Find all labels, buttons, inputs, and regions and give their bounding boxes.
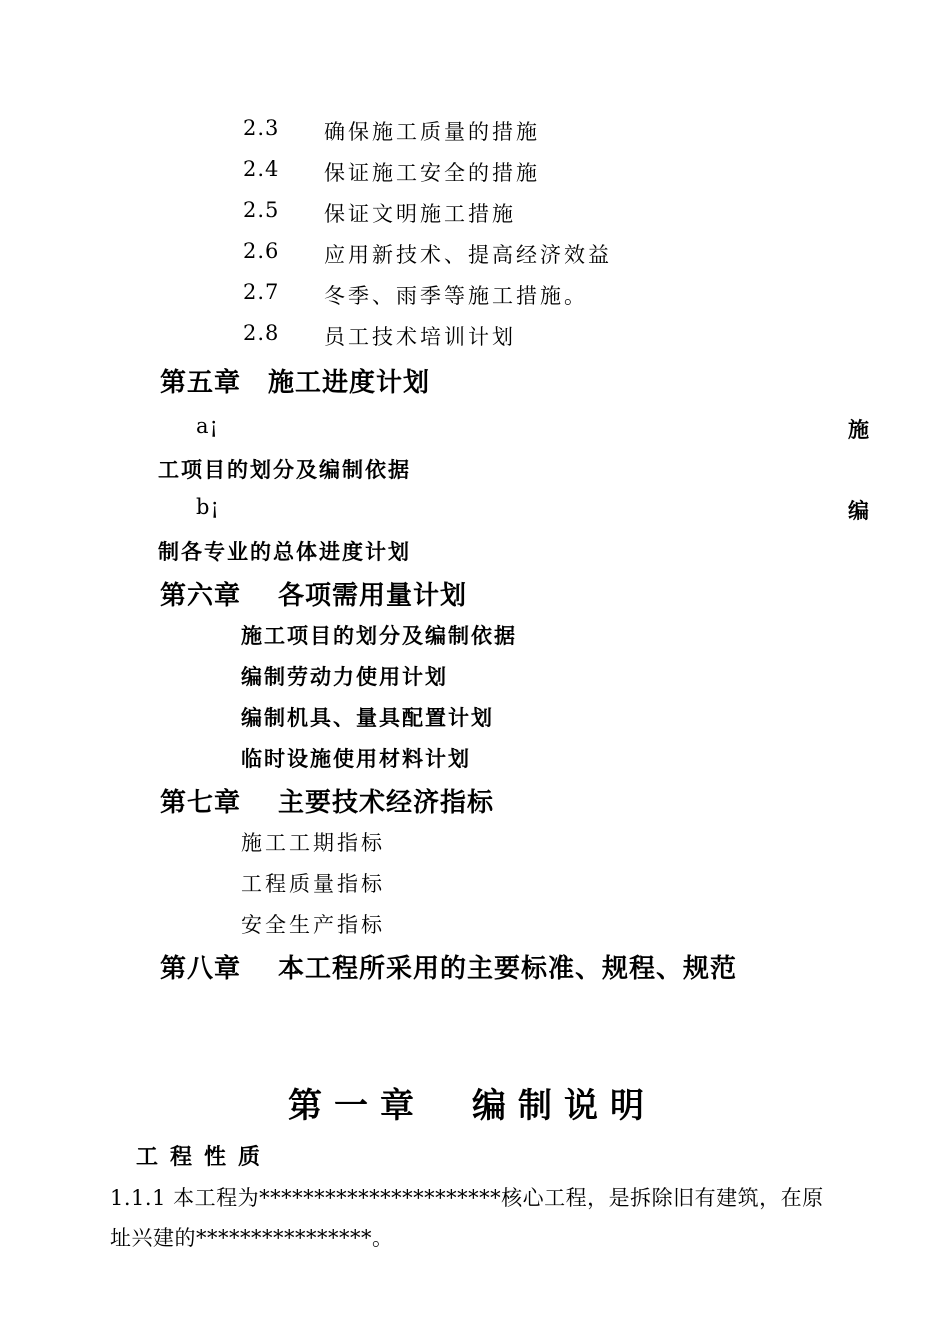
toc-item-title: 工程质量指标	[241, 872, 385, 896]
toc-chapter-heading: 第八章 本工程所采用的主要标准、规程、规范	[160, 954, 738, 984]
body-paragraph-line: 址兴建的****************。	[110, 1226, 394, 1250]
toc-chapter-heading: 第六章 各项需用量计划	[160, 581, 468, 611]
toc-item-title: 应用新技术、提高经济效益	[324, 243, 612, 267]
toc-item-number: 2.8	[243, 321, 280, 345]
toc-chapter-heading: 第七章 主要技术经济指标	[160, 788, 495, 818]
toc-item-number: 2.3	[243, 116, 280, 140]
toc-item-marker: a¡	[196, 414, 219, 438]
toc-item-title: 工项目的划分及编制依据	[158, 457, 411, 482]
toc-item-first-char: 编	[848, 498, 871, 523]
toc-item-title: 编制劳动力使用计划	[241, 664, 448, 689]
toc-item-title: 制各专业的总体进度计划	[158, 539, 411, 564]
toc-item-title: 安全生产指标	[241, 913, 385, 937]
toc-chapter-heading: 第五章 施工进度计划	[160, 368, 431, 398]
chapter-title: 第一章 编制说明	[288, 1086, 656, 1126]
toc-item-title: 临时设施使用材料计划	[241, 746, 471, 771]
toc-item-marker: b¡	[196, 495, 220, 519]
toc-item-title: 员工技术培训计划	[324, 325, 516, 349]
section-title: 工程性质	[136, 1144, 273, 1170]
toc-item-title: 保证施工安全的措施	[324, 161, 540, 185]
toc-item-number: 2.5	[243, 198, 280, 222]
toc-item-first-char: 施	[848, 417, 871, 442]
toc-item-title: 施工项目的划分及编制依据	[241, 623, 517, 648]
body-paragraph-line: 1.1.1 本工程为**********************核心工程，是拆除旧有建筑，在原	[110, 1186, 824, 1210]
toc-item-title: 确保施工质量的措施	[324, 120, 540, 144]
toc-item-number: 2.4	[243, 157, 280, 181]
toc-item-number: 2.6	[243, 239, 280, 263]
toc-item-title: 施工工期指标	[241, 831, 385, 855]
toc-item-title: 编制机具、量具配置计划	[241, 705, 494, 730]
toc-item-title: 保证文明施工措施	[324, 202, 516, 226]
toc-item-title: 冬季、雨季等施工措施。	[324, 284, 588, 308]
toc-item-number: 2.7	[243, 280, 280, 304]
